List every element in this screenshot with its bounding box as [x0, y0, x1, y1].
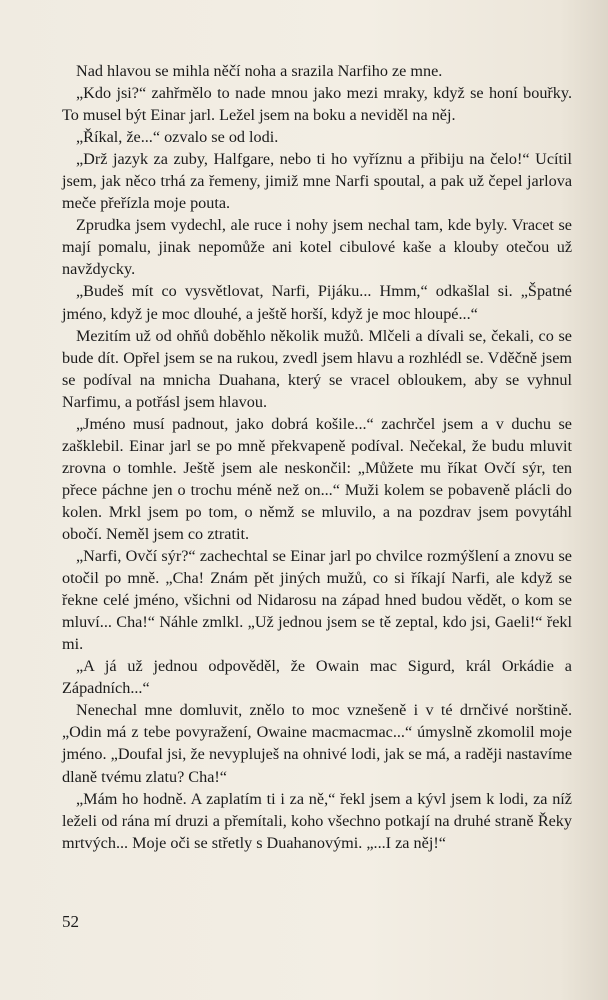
paragraph-3: „Říkal, že...“ ozvalo se od lodi.	[76, 128, 279, 147]
paragraph-12: „Mám ho hodně. A zaplatím ti i za ně,“ řekl jsem a kývl jsem k lodi, za níž leželi od rána mí druzi a přemítali, koho všechno potkají na druhé straně Řeky mrtvých... Moje oči se střetly s Duahanovými. „...I za něj!“	[62, 789, 572, 852]
paragraph-4: „Drž jazyk za zuby, Halfgare, nebo ti ho vyříznu a přibiju na čelo!“ Ucítil jsem, jak něco trhá za řemeny, jimiž mne Narfi spoutal, a pak už čepel jarlova meče přeřízla moje pouta.	[62, 150, 572, 213]
paragraph-7: Mezitím už od ohňů doběhlo několik mužů. Mlčeli a dívali se, čekali, co se bude dít. Opřel jsem se na rukou, zvedl jsem hlavu a rozhlédl se. Vděčně jsem se podíval na mnicha Duahana, který se vracel obloukem, aby se vyhnul Narfimu, a potřásl jsem hlavou.	[62, 326, 572, 411]
paragraph-11: Nenechal mne domluvit, znělo to moc vznešeně i v té drnčivé norštině. „Odin má z tebe povyražení, Owaine macmacmac...“ úmyslně zkomolil moje jméno. „Doufal jsi, že nevypluješ na ohnivé lodi, jak se má, a raději nastavíme dlaně tvému zlatu? Cha!“	[62, 701, 572, 786]
paragraph-5: Zprudka jsem vydechl, ale ruce i nohy jsem nechal tam, kde byly. Vracet se mají pomalu, jinak nepomůže ani kotel cibulové kaše a klouby otečou už navždycky.	[62, 216, 572, 279]
paragraph-2: „Kdo jsi?“ zahřmělo to nade mnou jako mezi mraky, když se honí bouřky. To musel být Einar jarl. Ležel jsem na boku a neviděl na něj.	[62, 84, 572, 125]
paragraph-10: „A já už jednou odpověděl, že Owain mac Sigurd, král Orkádie a Západních...“	[62, 657, 572, 698]
paragraph-6: „Budeš mít co vysvětlovat, Narfi, Pijáku... Hmm,“ odkašlal si. „Špatné jméno, když je moc dlouhé, a ještě horší, když je moc hloupé...“	[62, 282, 572, 323]
paragraph-8: „Jméno musí padnout, jako dobrá košile...“ zachrčel jsem a v duchu se zašklebil. Einar jarl se po mně překvapeně podíval. Nečekal, že budu mluvit zrovna o tomhle. Ještě jsem ale neskončil: „Můžete mu říkat Ovčí sýr, ten přece páchne jen o trochu méně než on...“ Muži kolem se pobaveně pláclі do kolen. Mrkl jsem po tom, o němž se mluvilo, a na pozdrav jsem povytáhl obočí. Neměl jsem co ztratit.	[62, 414, 572, 543]
paragraph-9: „Narfi, Ovčí sýr?“ zachechtal se Einar jarl po chvilce rozmýšlení a znovu se otočil po mně. „Cha! Znám pět jiných mužů, co si říkají Narfi, ale když se řekne celé jméno, všichni od Nidarosu na západ hned budou vědět, o kom se mluví... Cha!“ Náhle zmlkl. „Už jednou jsem se tě zeptal, kdo jsi, Gaeli!“ řekl mi.	[62, 547, 572, 654]
paragraph-1: Nad hlavou se mihla něčí noha a srazila Narfiho ze mne.	[76, 62, 443, 80]
page-number: 52	[62, 912, 79, 931]
body-text	[62, 60, 572, 854]
